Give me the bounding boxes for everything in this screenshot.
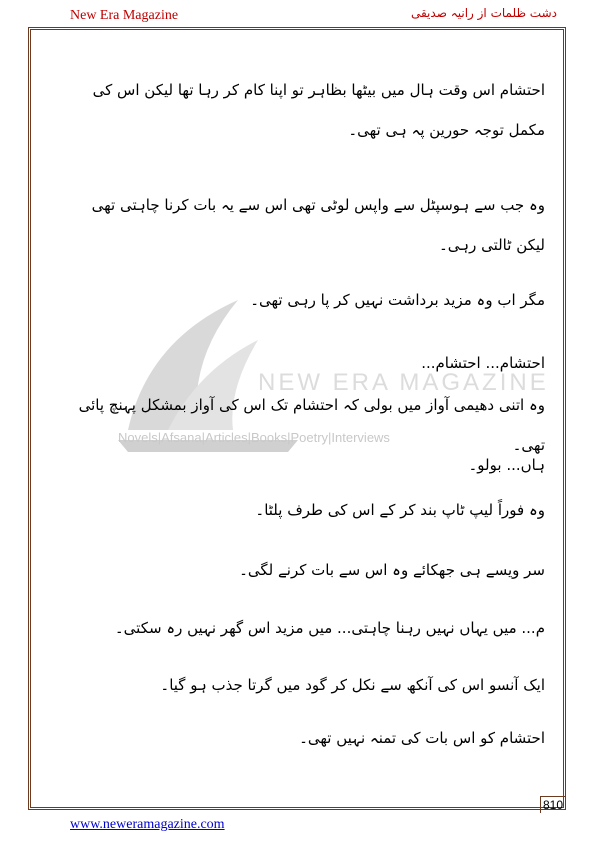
paragraph-4: احتشام... احتشام... <box>421 354 545 372</box>
paragraph-6: ہاں... بولو۔ <box>468 456 545 474</box>
watermark-brand: NEW ERA MAGAZINE <box>258 369 549 396</box>
paragraph-10: ایک آنسو اس کی آنکھ سے نکل کر گود میں گرتا جذب ہو گیا۔ <box>160 676 545 694</box>
paragraph-5: وہ اتنی دھیمی آواز میں بولی کہ احتشام تک اس کی آواز بمشکل پہنچ پائی تھی۔ <box>78 396 545 454</box>
paragraph-9: م... میں یہاں نہیں رہنا چاہتی... میں مزید اس گھر نہیں رہ سکتی۔ <box>114 619 545 637</box>
website-link[interactable]: www.neweramagazine.com <box>70 817 225 832</box>
paragraph-1: احتشام اس وقت ہال میں بیٹھا بظاہر تو اپنا کام کر رہا تھا لیکن اس کی مکمل توجہ حورین پہ ہی تھی۔ <box>92 81 545 139</box>
paragraph-7: وہ فوراً لیپ ٹاپ بند کر کے اس کی طرف پلٹا۔ <box>255 501 545 519</box>
paragraph-2: وہ جب سے ہوسپٹل سے واپس لوٹی تھی اس سے یہ بات کرنا چاہتی تھی لیکن ٹالتی رہی۔ <box>91 196 545 254</box>
watermark-tagline: Novels|Afsana|Articles|Books|Poetry|Interviews <box>118 430 390 445</box>
paragraph-8: سر ویسے ہی جھکائے وہ اس سے بات کرنے لگی۔ <box>239 561 545 579</box>
magazine-name: New Era Magazine <box>70 8 179 23</box>
book-title-author: دشت ظلمات از رانیہ صدیقی <box>410 6 557 20</box>
paragraph-3: مگر اب وہ مزید برداشت نہیں کر پا رہی تھی۔ <box>250 291 545 309</box>
page-number: 810 <box>540 796 565 813</box>
paragraph-11: احتشام کو اس بات کی تمنہ نہیں تھی۔ <box>299 729 545 747</box>
